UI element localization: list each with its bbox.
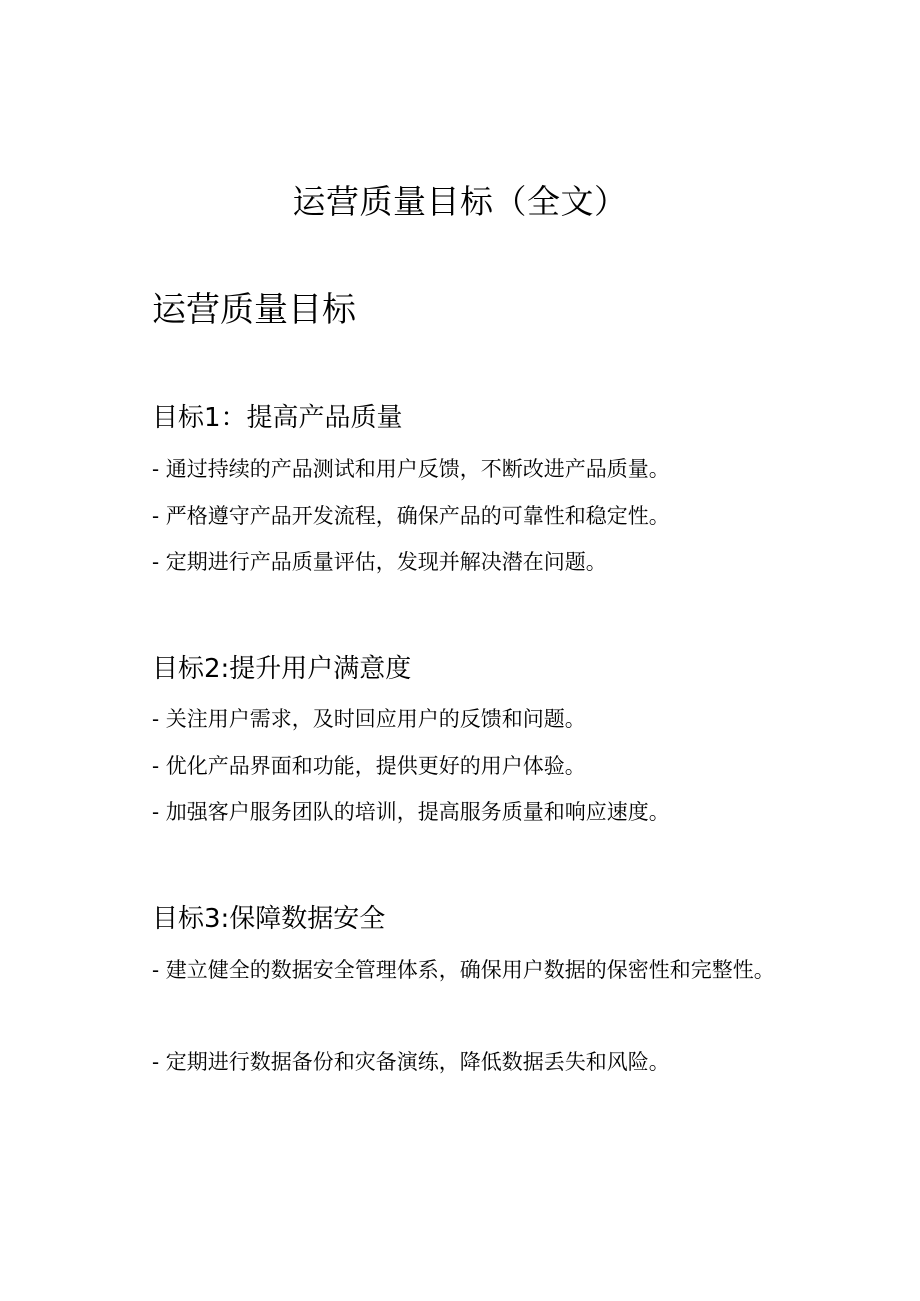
goal-2-item-1: - 关注用户需求，及时回应用户的反馈和问题。 xyxy=(152,707,586,731)
goal-1-item-3: - 定期进行产品质量评估，发现并解决潜在问题。 xyxy=(152,550,607,574)
goal-1-item-2: - 严格遵守产品开发流程，确保产品的可靠性和稳定性。 xyxy=(152,504,670,528)
goal-3-item-1: - 建立健全的数据安全管理体系，确保用户数据的保密性和完整性。 xyxy=(152,958,775,982)
section-title: 运营质量目标 xyxy=(152,290,356,330)
goal-2-heading: 目标2:提升用户满意度 xyxy=(152,654,412,684)
goal-1-heading: 目标1：提高产品质量 xyxy=(152,403,403,433)
goal-2-item-3: - 加强客户服务团队的培训，提高服务质量和响应速度。 xyxy=(152,800,670,824)
goal-3-item-2: - 定期进行数据备份和灾备演练，降低数据丢失和风险。 xyxy=(152,1050,670,1074)
goal-3-heading: 目标3:保障数据安全 xyxy=(152,904,386,934)
document-title: 运营质量目标（全文） xyxy=(292,182,628,221)
goal-2-item-2: - 优化产品界面和功能，提供更好的用户体验。 xyxy=(152,754,586,778)
goal-1-item-1: - 通过持续的产品测试和用户反馈，不断改进产品质量。 xyxy=(152,457,670,481)
